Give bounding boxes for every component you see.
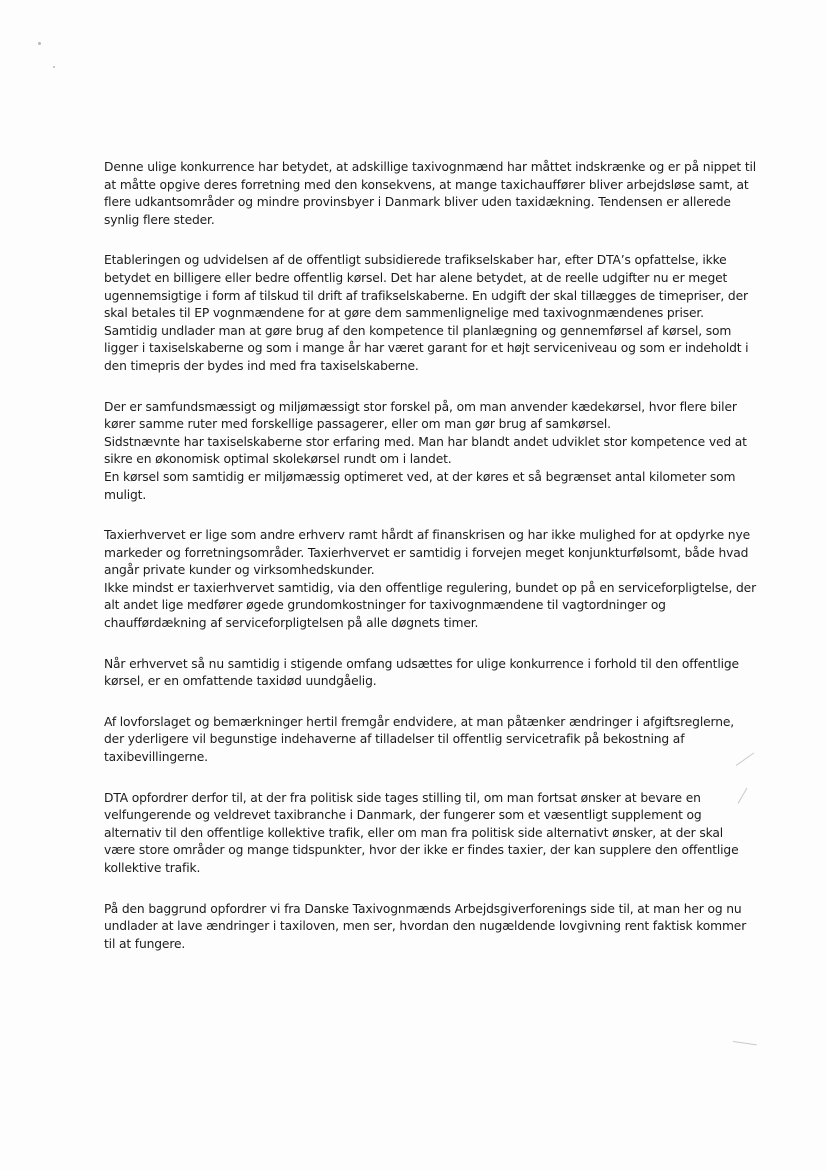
text-line: den timepris der bydes ind med fra taxiselskaberne. <box>104 358 419 373</box>
text-line: ligger i taxiselskaberne og som i mange år har været garant for et højt serviceniveau og som er indeholdt i <box>104 341 749 356</box>
paragraph <box>104 399 764 505</box>
text-line: Ikke mindst er taxierhvervet samtidig, via den offentlige regulering, bundet op på en serviceforpligtelse, der <box>104 580 756 595</box>
text-line: der yderligere vil begunstige indehaverne af tilladelser til offentlig servicetrafik på bekostning af <box>104 732 685 747</box>
text-line: skal betales til EP vognmændene for at gøre dem sammenlignelige med taxivognmændenes priser. <box>104 306 704 321</box>
paragraph <box>104 159 764 229</box>
text-line: DTA opfordrer derfor til, at der fra politisk side tages stilling til, om man fortsat ønsker at bevare en <box>104 790 701 805</box>
text-line: Samtidig undlader man at gøre brug af den kompetence til planlægning og gennemførsel af kørsel, som <box>104 323 732 338</box>
text-line: Denne ulige konkurrence har betydet, at adskillige taxivognmænd har måttet indskrænke og er på nippet til <box>104 160 757 174</box>
scan-pen-stroke <box>733 1041 757 1045</box>
text-line: betydet en billigere eller bedre offentlig kørsel. Det har alene betydet, at de reelle udgifter nu er meget <box>104 270 728 285</box>
text-line: markeder og forretningsområder. Taxierhvervet er samtidig i forvejen meget konjunkturfølsomt, både hvad <box>104 545 749 560</box>
text-line: alt andet lige medfører øgede grundomkostninger for taxivognmændene til vagtordninger og <box>104 598 666 613</box>
text-line: kollektive trafik. <box>104 861 201 875</box>
text-line: Når erhvervet så nu samtidig i stigende omfang udsættes for ulige konkurrence i forhold til den offentlige <box>104 656 739 671</box>
paragraph <box>104 252 764 375</box>
text-line: ugennemsigtige i form af tilskud til drift af trafikselskaberne. En udgift der skal tillægges de timepriser, der <box>104 288 748 303</box>
text-line: muligt. <box>104 487 147 502</box>
text-line: Der er samfundsmæssigt og miljømæssigt stor forskel på, om man anvender kædekørsel, hvor flere biler <box>104 399 737 414</box>
text-line: at måtte opgive deres forretning med den konsekvens, at mange taxichauffører bliver arbejdsløse samt, at <box>104 177 749 192</box>
text-line: angår private kunder og virksomhedskunder. <box>104 563 375 578</box>
document-body <box>104 159 764 976</box>
text-line: chaufførdækning af serviceforpligtelsen på alle døgnets timer. <box>104 616 479 631</box>
text-line: sikre en økonomisk optimal skolekørsel rundt om i landet. <box>104 452 452 467</box>
paragraph <box>104 714 764 767</box>
text-line: taxibevillingerne. <box>104 750 208 765</box>
text-line: flere udkantsområder og mindre provinsbyer i Danmark bliver uden taxidækning. Tendensen er allerede <box>104 195 731 210</box>
text-line: Etableringen og udvidelsen af de offentligt subsidierede trafikselskaber har, efter DTA’s opfattelse, ikke <box>104 253 727 268</box>
paragraph <box>104 656 764 691</box>
text-line: Af lovforslaget og bemærkninger hertil fremgår endvidere, at man påtænker ændringer i afgiftsreglerne, <box>104 714 735 729</box>
text-line: til at fungere. <box>104 936 186 951</box>
text-line: kører samme ruter med forskellige passagerer, eller om man gør brug af samkørsel. <box>104 417 611 432</box>
text-line: kørsel, er en omfattende taxidød uundgåelig. <box>104 674 377 689</box>
scan-speck <box>53 66 55 68</box>
scan-speck <box>38 42 41 45</box>
text-line: Sidstnævnte har taxiselskaberne stor erfaring med. Man har blandt andet udviklet stor kompetence ved at <box>104 434 747 449</box>
paragraph <box>104 527 764 633</box>
paragraph <box>104 901 764 954</box>
text-line: være store områder og mange tidspunkter, hvor der ikke er findes taxier, der kan supplere den offentlige <box>104 843 739 858</box>
text-line: synlig flere steder. <box>104 212 215 227</box>
text-line: En kørsel som samtidig er miljømæssig optimeret ved, at der køres et så begrænset antal kilometer som <box>104 469 736 484</box>
text-line: alternativ til den offentlige kollektive trafik, eller om man fra politisk side alternativt ønsker, at der skal <box>104 825 723 840</box>
text-line: På den baggrund opfordrer vi fra Danske Taxivognmænds Arbejdsgiverforenings side til, at man her og nu <box>104 901 742 916</box>
text-line: Taxierhvervet er lige som andre erhverv ramt hårdt af finanskrisen og har ikke mulighed for at opdyrke nye <box>104 528 750 543</box>
text-line: velfungerende og veldrevet taxibranche i Danmark, der fungerer som et væsentligt supplement og <box>104 808 702 823</box>
text-line: undlader at lave ændringer i taxiloven, men ser, hvordan den nugældende lovgivning rent faktisk kommer <box>104 919 747 934</box>
paragraph <box>104 790 764 878</box>
